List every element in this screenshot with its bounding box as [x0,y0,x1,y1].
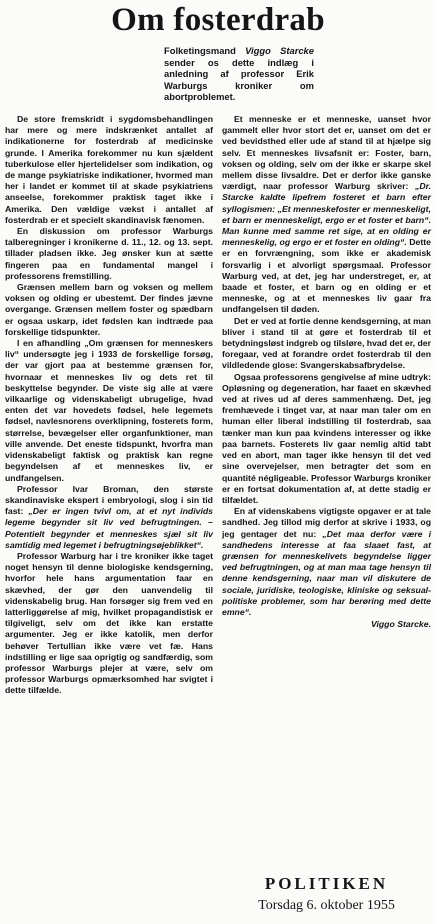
broman-intro: Professor Ivar Broman, den største skandinaviske ekspert i embryologi, slog i sin tid fast: [5,483,213,517]
paragraph: Det er ved at fortie denne kendsgerning, at man bliver i stand til at gøre et fosterdrab til et betydningsløst indgreb og tilsløre, hvad det er, der foregaar, ved at forandre ordet fosterdrab til den vildledende glose: Svangerskabsafbrydelse. [222,315,432,371]
paragraph [5,484,213,551]
right-text-post: Dette er en forvrængning, som ikke er akademisk forsvarlig i et alvorligt spørgsmaal. Professor Warburg ved, at det, jeg har understreget, er, at baade et foster, et barn og en olding er et menneske, og at et menneskes liv gaar fra undfangelsen til døden. [222,237,432,315]
right-text: Et menneske er et menneske, uanset hvor gammelt eller hvor stort det er, uanset om det er ved bevidsthed eller ude af stand til at hjælpe sig selv. Et menneskes livsafsnit er: Foster, barn, voksen og olding, selv om der ikke er skarpe skel mellem disse livsaldre. Det er derfor ikke ganske værdigt, naar professor Warburg skriver: [222,114,431,192]
broman-quote: „Der er ingen tvivl om, at et nyt individs legeme begynder sit liv ved befrugtningen. – Potentielt begynder et menneskes sjæl sit liv samtidig med legemet i befrugtningsøjeblikket“. [5,506,213,550]
paragraph: I en afhandling „Om grænsen for menneskers liv“ undersøgte jeg i 1933 de forskellige forsøg, der var gjort paa at bestemme grænsen for, hvornaar et menneskes liv og dets ret til beskyttelse begynder. De viste sig alle at være vilkaarlige og videnskabeligt ubrugelige, hvad enten det var hovedets fødsel, hele legemets fødsel, navlesnorens overklipning, fosterets form, størrelse, bevægelser eller organfunktioner, man ville anvende. Det eneste tidspunkt, hvorfra man videnskabeligt faktisk og praktisk kan regne begyndelsen af et menneskes liv, er undfangelsen. [5,338,213,483]
intro-text [164,45,314,103]
newspaper-masthead: POLITIKEN [264,874,389,893]
paragraph: De store fremskridt i sygdomsbehandlingen har mere og mere indskrænket antallet af indikationerne for fosterdrab af medicinske grunde. I Amerika forekommer nu kun sjældent tuberkulose eller hjertelidelser som indikation, og de mange psykiatriske indikationer, hvormed man her i landet er kommet til at skade psykiatriens anseelse, forekommer praktisk taget ikke i Amerika. Den vældige vækst i antallet af fosterdrab er et specielt skandinavisk fænomen. [5,114,213,225]
publication-date: Torsdag 6. oktober 1955 [258,898,395,913]
paragraph [222,506,431,618]
closing-quote: „Det maa derfor være i sandhedens interesse at faa slaaet fast, at grænsen for menneskelivets begyndelse ligger ved befrugtningen, og at man maa tage hensyn til denne kendsgerning, naar man vil diskutere de sociale, juridiske, teologiske, kliniske og seksual-politiske problemer, som har berøring med dette emne“. [222,528,432,617]
headline: Om fosterdrab [111,2,325,38]
intro-pre: Folketingsmand [164,45,246,56]
intro-author: Viggo Starcke [245,45,314,56]
paragraph: Grænsen mellem barn og voksen og mellem voksen og olding er ubestemt. Der findes jævne overgange. Grænsen mellem foster og spædbarn er ogsaa uskarp, idet fødslen kan indtræde paa forskellige tidspunkter. [5,282,213,337]
paragraph: Ogsaa professorens gengivelse af mine udtryk: Opløsning og degeneration, har faaet en skævhed ved at rives ud af deres sammenhæng. Det, jeg fremhævede i tinget var, at naar man taler om en human eller liberal indstilling til fosterdrab, saa tænker man kun paa kvindens interesser og ikke paa barnets. Fosterets liv gaar nemlig altid tabt ved en abort, man tager ikke hensyn til det ved sine overvejelser, men betragter det som en quantité négligeable. Professor Warburgs kroniker er en fortsat dokumentation af, at dette stadig er tilfældet. [222,371,431,505]
paragraph: Professor Warburg har i tre kroniker ikke taget noget hensyn til denne biologiske kendsgerning, hvorfor hele hans argumentation faar en skævhed, der gør den uanvendelig til videnskabelig brug. Han forsøger sig frem ved en latterliggørelse af mig, hvilket propagandistisk er tilgiveligt, selv om det ikke kan erstatte argumenter. Jeg er ikke katolik, men derfor behøver Tertullian ikke være vet fæ. Hans indstilling er lige saa oprigtig og sandfærdig, som professor Warburgs plejer at være, selv om professor Warburgs opmærksomhed har svigtet i dette tilfælde. [5,550,213,696]
closing-intro: En af videnskabens vigtigste opgaver er at tale sandhed. Jeg tillod mig derfor at skrive i 1933, og jeg gentager det nu: [222,506,431,539]
paragraph: En diskussion om professor Warburgs talberegninger i kronikerne d. 11., 12. og 13. sept. tillader pladsen ikke. Jeg ønsker kun at sætte fingeren paa en fundamental mangel i professorens fremstilling. [5,226,213,281]
column-left [5,114,213,697]
paragraph [222,114,431,316]
warburg-quote: „Dr. Starcke kaldte lipefrem fosteret et barn efter syllogismen: „Et menneskefoster er menneskeligt, et barn er menneskeligt, ergo er et foster et barn“. Man kunne med samme ret sige, at en olding er menneskelig, og ergo er et foster en olding“. [222,181,431,248]
signature: Viggo Starcke. [370,619,431,630]
intro-post: sender os dette indlæg i anledning af professor Erik Warburgs kroniker om abortproblemet. [164,56,314,103]
column-right [222,114,431,630]
